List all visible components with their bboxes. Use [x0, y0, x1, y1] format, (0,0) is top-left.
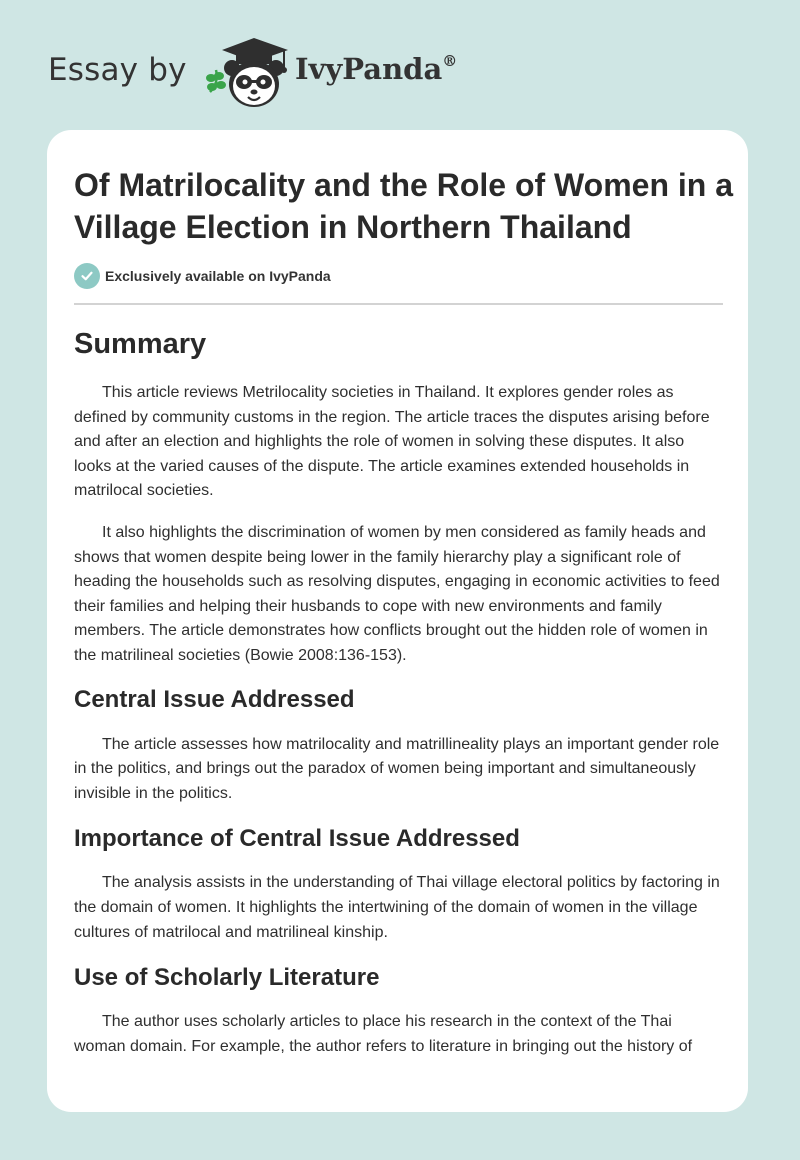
exclusive-badge-label: Exclusively available on IvyPanda: [105, 268, 331, 284]
brand-name-text: IvyPanda: [295, 52, 443, 86]
check-icon: [74, 263, 100, 289]
panda-logo-icon[interactable]: [200, 34, 296, 110]
section-heading-summary: Summary: [74, 328, 207, 360]
paragraph: The article assesses how matrilocality and matrillineality plays an important gender role in the politics, and brings out the paradox of women being important and simultaneously invisible in the politics.: [74, 735, 720, 802]
exclusive-badge: [74, 263, 331, 289]
title-divider: [74, 303, 723, 305]
section-heading-central-issue: Central Issue Addressed: [74, 685, 355, 713]
essay-card: [47, 130, 748, 1112]
registered-mark: ®: [442, 52, 458, 71]
page-title: Of Matrilocality and the Role of Women in a Village Election in Northern Thailand: [74, 167, 734, 245]
article-body: [74, 326, 724, 1059]
paragraph: The analysis assists in the understanding of Thai village electoral politics by factoring in the domain of women. It highlights the intertwining of the domain of women in the village cultures of matrilocal and matrilineal kinship.: [74, 874, 720, 941]
paragraph: It also highlights the discrimination of women by men considered as family heads and shows that women despite being lower in the family hierarchy play a significant role of heading the households such as resolving disputes, engaging in economic activities to feed their families and helping their husbands to cope with new environments and family members. The article demonstrates how conflicts brought out the hidden role of women in the matrilineal societies (Bowie 2008:136-153).: [74, 523, 720, 664]
paragraph: This article reviews Metrilocality societies in Thailand. It explores gender roles as defined by community customs in the region. The article traces the disputes arising before and after an election and highlights the role of women in solving these disputes. It also looks at the varied causes of the dispute. The article examines extended households in matrilocal societies.: [74, 384, 710, 500]
paragraph: The author uses scholarly articles to place his research in the context of the Thai woman domain. For example, the author refers to literature in bringing out the history of: [74, 1013, 693, 1055]
section-heading-scholarly-literature: Use of Scholarly Literature: [74, 964, 380, 992]
essay-by-label: Essay by: [48, 52, 187, 88]
brand-name[interactable]: [295, 52, 457, 86]
site-header: [48, 34, 508, 114]
section-heading-importance: Importance of Central Issue Addressed: [74, 825, 520, 853]
